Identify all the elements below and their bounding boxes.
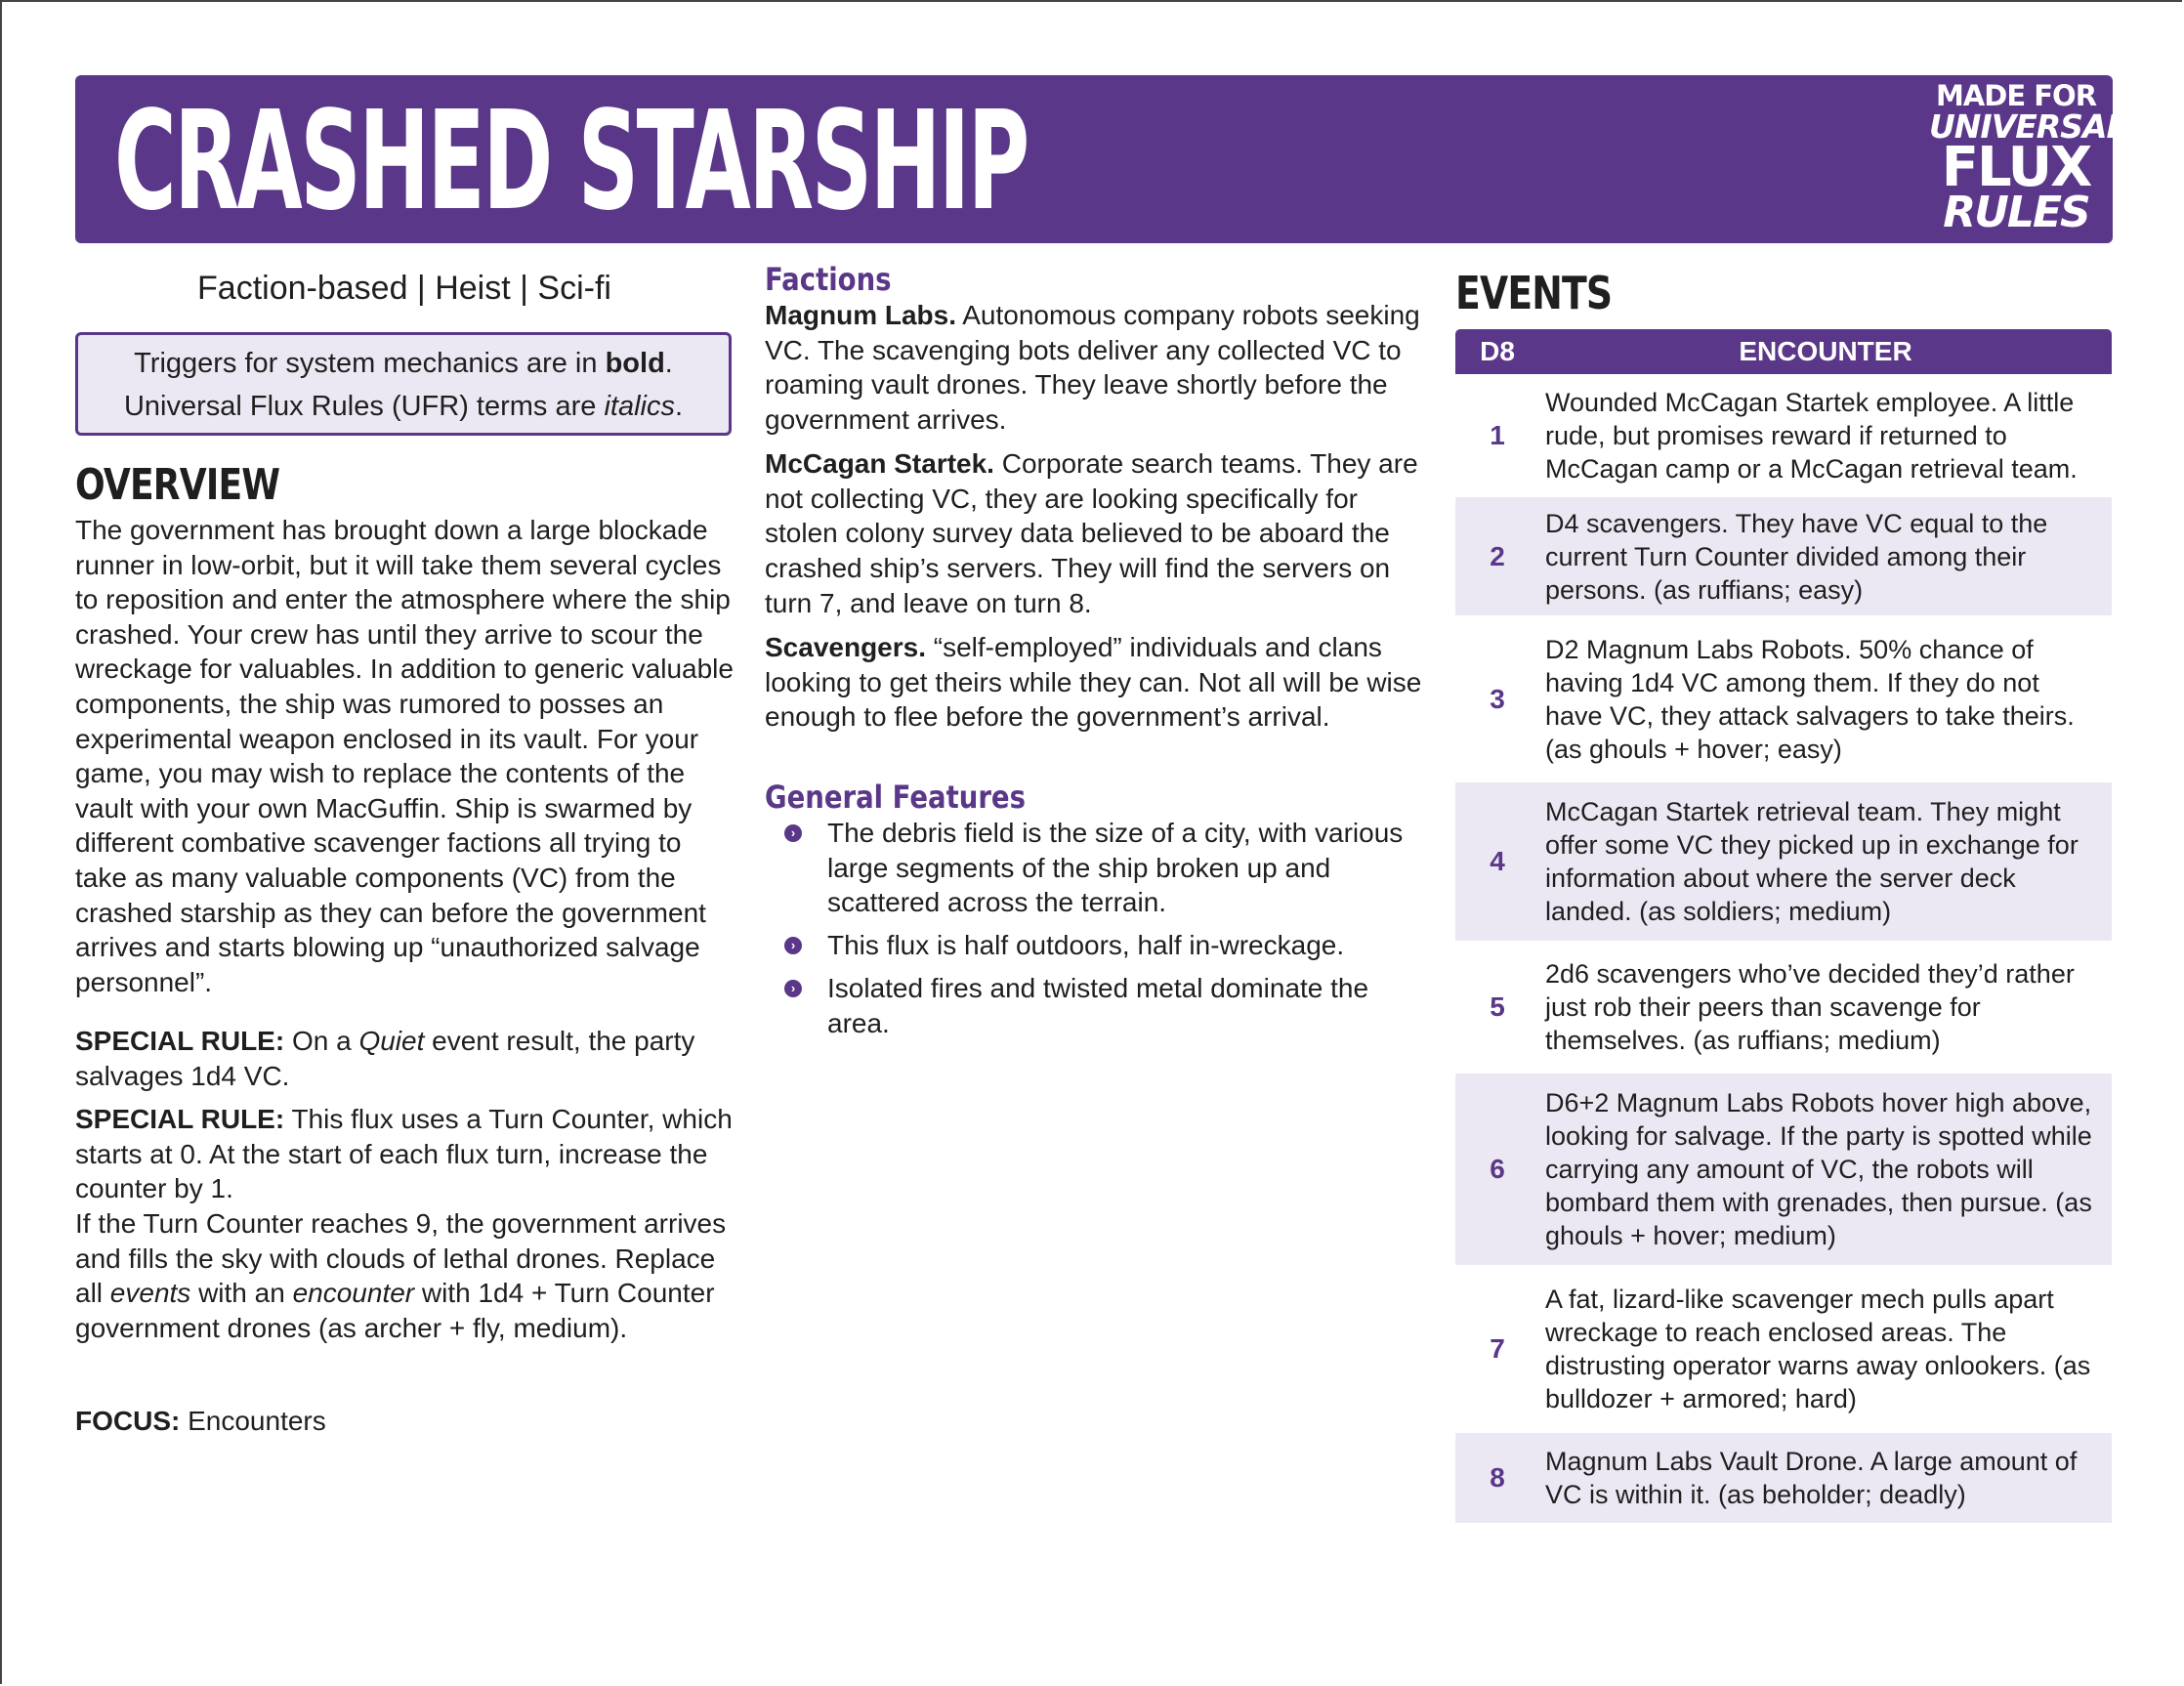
logo-line: UNIVERSAL [1929,107,2126,146]
encounter-text: D2 Magnum Labs Robots. 50% chance of having 1d4 VC among them. If they do not have VC, they attack salvagers to take theirs. (as ghouls + hover; easy) [1545,634,2075,764]
encounter-text: 2d6 scavengers who’ve decided they’d rather just rob their peers than scavenge for themselves. (as ruffians; medium) [1545,959,2075,1055]
column-header-d8: D8 [1480,336,1515,366]
genre-subtitle: Faction-based | Heist | Sci-fi [197,270,611,307]
table-row [1455,623,2112,775]
faction-name: Magnum Labs. [765,300,957,330]
ufr-logo [1929,79,2126,237]
general-features-heading: General Features [765,779,1026,816]
list-item [765,971,1425,1040]
legend-italic-example: italics [604,391,675,422]
logo-line: RULES [1943,188,2089,237]
roll-number: 6 [1490,1154,1505,1184]
arrow-bullet-icon: › [784,937,802,954]
table-row [1455,1433,2112,1523]
faction-magnum-labs [765,298,1425,438]
table-row [1455,497,2112,615]
list-item [765,928,1425,963]
rule-text: event result, the party salvages 1d4 VC. [75,1026,695,1091]
encounter-text: A fat, lizard-like scavenger mech pulls apart wreckage to reach enclosed areas. The distrusting operator warns away onlookers. (as bulldozer + armored; hard) [1545,1285,2091,1413]
rule-text: If the Turn Counter reaches 9, the government arrives and fills the sky with clouds of lethal drones. Replace all [75,1208,727,1309]
feature-text: Isolated fires and twisted metal dominate the area. [827,972,1369,1038]
rule-term: encounter [292,1278,415,1309]
overview-paragraph: The government has brought down a large blockade runner in low-orbit, but it will take them several cycles to reposition and enter the atmosphere where the ship crashed. Your crew has until they arrive to scour the wreckage for valuables. In addition to generic valuable components, the ship was rumored to posses an experimental weapon enclosed in its vault. For your game, you may wish to replace the contents of the vault with your own MacGuffin. Ship is swarmed by different combative scavenger factions all trying to take as many valuable components (VC) from the crashed starship as they can before the government arrives and starts blowing up “unauthorized salvage personnel”. [75,515,734,997]
rule-label: SPECIAL RULE: [75,1026,285,1056]
legend-line-1 [78,342,729,385]
arrow-bullet-icon: › [784,980,802,997]
focus-label: FOCUS: [75,1406,181,1436]
faction-name: McCagan Startek. [765,448,994,479]
roll-number: 4 [1490,846,1505,876]
faction-mccagan-startek [765,446,1425,621]
table-row [1455,1074,2112,1265]
rule-term: events [109,1278,191,1309]
legend-box [75,332,732,436]
rule-text: On a [284,1026,359,1056]
roll-number: 5 [1490,991,1505,1022]
roll-number: 3 [1490,683,1505,714]
encounter-text: Magnum Labs Vault Drone. A large amount of VC is within it. (as beholder; deadly) [1545,1447,2078,1509]
encounter-text: Wounded McCagan Startek employee. A little rude, but promises reward if returned to McCagan camp or a McCagan retrieval team. [1545,388,2078,484]
legend-bold-example: bold [605,348,665,379]
rule-text: with an [190,1278,293,1309]
features-list [765,816,1425,1048]
faction-scavengers [765,630,1425,735]
encounter-text: McCagan Startek retrieval team. They might offer some VC they picked up in exchange for information about where the server deck landed. (as soldiers; medium) [1545,797,2079,926]
legend-line-2 [78,385,729,428]
legend-text: Universal Flux Rules (UFR) terms are [123,391,605,422]
roll-number: 7 [1490,1333,1505,1364]
column-header-encounter: ENCOUNTER [1739,336,1912,366]
table-row [1455,782,2112,941]
logo-line: FLUX [1941,136,2091,199]
page-title: CRASHED STARSHIP [114,82,1028,241]
special-rule-quiet [75,1024,739,1093]
rule-text: This flux uses a Turn Counter, which starts at 0. At the start of each flux turn, increase the counter by 1. [75,1104,733,1204]
roll-number: 8 [1490,1462,1505,1493]
focus-line [75,1404,739,1439]
list-item [765,816,1425,920]
table-row [1455,382,2112,489]
legend-text: . [674,391,684,422]
roll-number: 2 [1490,540,1505,571]
focus-value: Encounters [180,1406,326,1436]
rule-label: SPECIAL RULE: [75,1104,285,1134]
rule-term: Quiet [358,1026,425,1056]
logo-line: MADE FOR [1935,79,2097,112]
feature-text: This flux is half outdoors, half in-wreckage. [827,930,1345,961]
faction-description: Corporate search teams. They are not collecting VC, they are looking specifically for stolen colony survey data believed to be aboard the crashed ship’s servers. They will find the servers on turn 7, and leave on turn 8. [765,448,1418,618]
table-header [1455,329,2112,374]
faction-name: Scavengers. [765,632,926,662]
feature-text: The debris field is the size of a city, with various large segments of the ship broken up and scattered across the terrain. [827,818,1404,918]
turn-counter-detail [75,1206,739,1345]
rule-text: with 1d4 + Turn Counter government drones (as archer + fly, medium). [75,1278,715,1343]
legend-text: . [664,348,673,379]
legend-text: Triggers for system mechanics are in [134,348,606,379]
table-row [1455,1273,2112,1425]
arrow-bullet-icon: › [784,824,802,842]
roll-number: 1 [1490,420,1505,450]
special-rule-turn-counter [75,1102,739,1206]
events-heading: EVENTS [1455,267,1613,319]
overview-heading: OVERVIEW [75,460,280,510]
events-table [1455,329,2112,1523]
faction-description: Autonomous company robots seeking VC. The scavenging bots deliver any collected VC to roaming vault drones. They leave shortly before the government arrives. [765,300,1420,436]
encounter-text: D4 scavengers. They have VC equal to the current Turn Counter divided among their persons. (as ruffians; easy) [1545,508,2048,605]
encounter-text: D6+2 Magnum Labs Robots hover high above, looking for salvage. If the party is spotted while carrying any amount of VC, the robots will bombard them with grenades, then pursue. (as ghouls + hover; medium) [1545,1088,2092,1250]
title-banner [75,75,2126,243]
factions-heading: Factions [765,261,892,298]
faction-description: “self-employed” individuals and clans looking to get theirs while they can. Not all will be wise enough to flee before the government’s arrival. [765,632,1422,733]
table-row [1455,948,2112,1066]
